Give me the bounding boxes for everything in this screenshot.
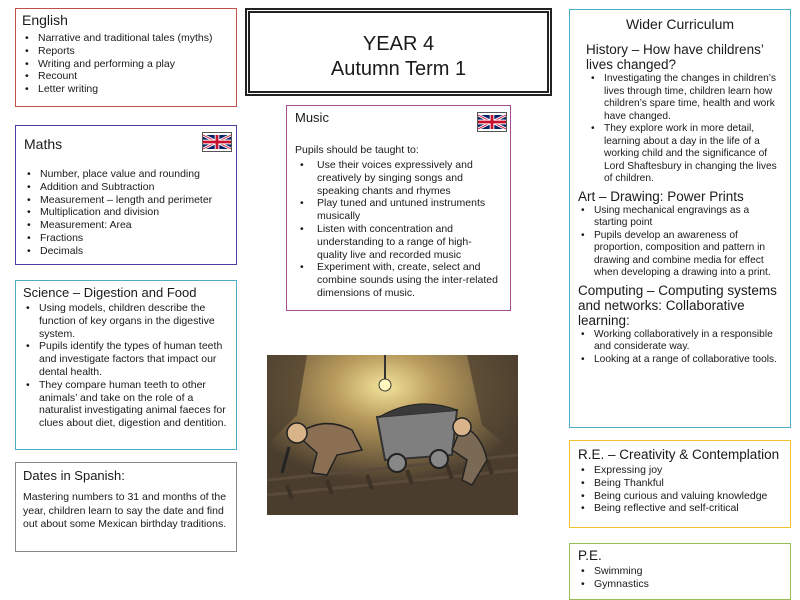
list-item: • Measurement: Area	[40, 219, 228, 232]
pe-box	[569, 543, 791, 600]
spanish-title: Dates in Spanish:	[23, 468, 125, 483]
list-item: • Letter writing	[38, 83, 230, 96]
music-intro: Pupils should be taught to:	[295, 144, 419, 156]
list-item: • Number, place value and rounding	[40, 168, 228, 181]
art-list	[578, 205, 782, 280]
term-title: Autumn Term 1	[330, 58, 467, 80]
list-item: • Recount	[38, 70, 230, 83]
list-item: • Being curious and valuing knowledge	[594, 490, 782, 503]
english-box	[15, 8, 237, 107]
list-item: • Investigating the changes in children’s lives through time, children learn how children’s spare time, health and work have changed.	[604, 73, 782, 123]
list-item: • Fractions	[40, 232, 228, 245]
list-item: • Being reflective and self-critical	[594, 502, 782, 515]
year-header-box	[245, 8, 552, 96]
list-item: • Pupils identify the types of human teeth and investigate factors that impact our dental health.	[39, 340, 229, 378]
music-box	[286, 105, 511, 311]
wider-title: Wider Curriculum	[625, 16, 735, 32]
list-item: • Decimals	[40, 245, 228, 258]
english-list	[22, 32, 230, 96]
spanish-box	[15, 462, 237, 552]
history-list	[578, 73, 782, 186]
year-title: YEAR 4	[362, 33, 435, 55]
union-flag-icon	[477, 112, 507, 132]
list-item: • Experiment with, create, select and combine sounds using the inter-related dimensions of music.	[317, 261, 502, 299]
art-title: Art – Drawing: Power Prints	[578, 188, 744, 204]
science-box	[15, 280, 237, 450]
computing-title: Computing – Computing systems and networks: Collaborative learning:	[578, 282, 777, 328]
list-item: • Looking at a range of collaborative tools.	[594, 354, 782, 367]
mine-illustration	[267, 355, 518, 515]
music-list	[295, 159, 502, 300]
science-list	[23, 302, 229, 430]
list-item: • Expressing joy	[594, 464, 782, 477]
english-title: English	[22, 12, 68, 28]
wider-curriculum-box	[569, 9, 791, 428]
spanish-text: Mastering numbers to 31 and months of the year, children learn to say the date and find out about some Mexican birthday traditions.	[23, 491, 227, 530]
list-item: • Gymnastics	[594, 578, 782, 591]
list-item: • Addition and Subtraction	[40, 181, 228, 194]
pe-title: P.E.	[578, 548, 602, 563]
list-item: • Pupils develop an awareness of proportion, composition and pattern in drawing and combine media for effect when developing a drawing into a print.	[594, 230, 782, 280]
list-item: • Using mechanical engravings as a starting point	[594, 205, 782, 230]
list-item: • Swimming	[594, 565, 782, 578]
list-item: • Using models, children describe the function of key organs in the digestive system.	[39, 302, 229, 340]
history-title: History – How have childrens’ lives changed?	[586, 42, 764, 72]
list-item: • Measurement – length and perimeter	[40, 194, 228, 207]
science-title: Science – Digestion and Food	[23, 285, 197, 300]
maths-box	[15, 125, 237, 265]
maths-title: Maths	[24, 136, 63, 152]
maths-list	[24, 168, 228, 258]
re-title: R.E. – Creativity & Contemplation	[578, 447, 780, 462]
list-item: • Listen with concentration and understanding to a range of high-quality live and recorded music	[317, 223, 502, 261]
list-item: • Narrative and traditional tales (myths)	[38, 32, 230, 45]
list-item: • Writing and performing a play	[38, 58, 230, 71]
pe-list	[578, 565, 782, 591]
list-item: • Use their voices expressively and creatively by singing songs and speaking chants and rhymes	[317, 159, 502, 197]
list-item: • Play tuned and untuned instruments musically	[317, 197, 502, 223]
union-flag-icon	[202, 132, 232, 152]
computing-list	[578, 329, 782, 367]
list-item: • Working collaboratively in a responsible and considerate way.	[594, 329, 782, 354]
list-item: • Being Thankful	[594, 477, 782, 490]
list-item: • Multiplication and division	[40, 206, 228, 219]
re-list	[578, 464, 782, 515]
list-item: • They explore work in more detail, learning about a day in the life of a working child and the significance of Lord Shaftesbury in changing the lives of children.	[604, 123, 782, 186]
re-box	[569, 440, 791, 528]
list-item: • They compare human teeth to other animals’ and take on the role of a naturalist investigating animal faeces for clues about diet, digestion and dentition.	[39, 379, 229, 430]
music-title: Music	[295, 110, 329, 125]
list-item: • Reports	[38, 45, 230, 58]
